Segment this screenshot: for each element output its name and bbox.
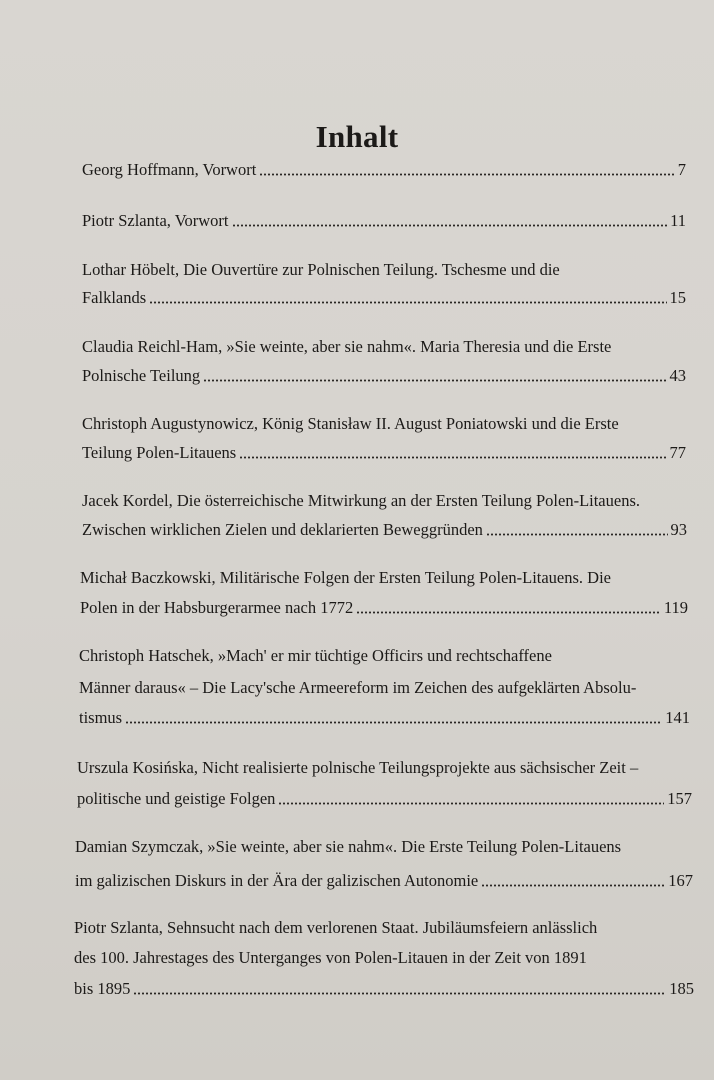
page-number: 157 bbox=[667, 789, 692, 808]
toc-entry-line bbox=[80, 568, 611, 588]
toc-entry-line bbox=[79, 646, 552, 666]
dot-leader bbox=[239, 456, 666, 459]
dot-leader bbox=[232, 224, 668, 227]
toc-entry-text: politische und geistige Folgen bbox=[77, 789, 276, 808]
toc-entry-text: Piotr Szlanta, Vorwort bbox=[82, 211, 229, 230]
toc-entry-line bbox=[82, 337, 611, 357]
toc-entry-line bbox=[77, 789, 692, 809]
toc-entry-text: Männer daraus« – Die Lacy'sche Armeereform im Zeichen des aufgeklärten Absolu- bbox=[79, 678, 637, 697]
toc-entry-text: Damian Szymczak, »Sie weinte, aber sie nahm«. Die Erste Teilung Polen-Litauens bbox=[75, 837, 622, 856]
toc-entry-line bbox=[82, 443, 686, 463]
toc-entry-text: Lothar Höbelt, Die Ouvertüre zur Polnischen Teilung. Tschesme und die bbox=[82, 260, 560, 279]
toc-entry-text: Teilung Polen-Litauens bbox=[82, 443, 237, 462]
toc-entry-line bbox=[77, 758, 638, 778]
toc-entry-line bbox=[82, 260, 560, 280]
page-title: Inhalt bbox=[315, 118, 399, 154]
toc-entry-text: Polen in der Habsburgerarmee nach 1772 bbox=[80, 598, 354, 617]
toc-entry-line bbox=[74, 979, 694, 999]
dot-leader bbox=[356, 611, 661, 614]
dot-leader bbox=[125, 721, 662, 724]
page-number: 77 bbox=[669, 443, 686, 462]
dot-leader bbox=[203, 379, 666, 382]
toc-entry-text: Jacek Kordel, Die österreichische Mitwirkung an der Ersten Teilung Polen-Litauens. bbox=[82, 491, 641, 510]
toc-entry-line bbox=[79, 708, 690, 728]
toc-entry-text: Christoph Augustynowicz, König Stanisław II. August Poniatowski und die Erste bbox=[82, 414, 619, 433]
toc-entry-line bbox=[74, 918, 597, 938]
toc-entry-line bbox=[82, 288, 686, 308]
toc-entry-line bbox=[79, 678, 636, 698]
toc-entry-line bbox=[82, 211, 686, 231]
toc-entry-line bbox=[75, 837, 621, 857]
toc-entry-line bbox=[82, 160, 686, 180]
toc-entry-line bbox=[82, 491, 640, 511]
toc-entry-text: Christoph Hatschek, »Mach' er mir tüchtige Officirs und rechtschaffene bbox=[79, 646, 552, 665]
toc-entry-text: bis 1895 bbox=[74, 979, 131, 998]
toc-entry-text: im galizischen Diskurs in der Ära der galizischen Autonomie bbox=[75, 871, 479, 890]
toc-entry-text: Georg Hoffmann, Vorwort bbox=[82, 160, 257, 179]
toc-entry-text: Claudia Reichl-Ham, »Sie weinte, aber sie nahm«. Maria Theresia und die Erste bbox=[82, 337, 612, 356]
toc-entry-text: des 100. Jahrestages des Unterganges von Polen-Litauen in der Zeit von 1891 bbox=[74, 948, 587, 967]
dot-leader bbox=[278, 802, 664, 805]
toc-entry-line bbox=[75, 871, 693, 891]
page-number: 93 bbox=[670, 520, 687, 539]
page-number: 15 bbox=[669, 288, 686, 307]
toc-entry-text: Urszula Kosińska, Nicht realisierte polnische Teilungsprojekte aus sächsischer Zeit – bbox=[77, 758, 639, 777]
page-number: 11 bbox=[670, 211, 686, 230]
toc-entry-text: Michał Baczkowski, Militärische Folgen der Ersten Teilung Polen-Litauens. Die bbox=[80, 568, 612, 587]
toc-entry-line bbox=[82, 520, 687, 540]
page-number: 43 bbox=[669, 366, 686, 385]
toc-entry-line bbox=[80, 598, 688, 618]
page-number: 185 bbox=[669, 979, 694, 998]
toc-entry-text: tismus bbox=[79, 708, 123, 727]
toc-entry-line bbox=[82, 366, 686, 386]
toc-entry-text: Zwischen wirklichen Zielen und deklarierten Beweggründen bbox=[82, 520, 483, 539]
toc-entry-text: Falklands bbox=[82, 288, 147, 307]
dot-leader bbox=[133, 992, 666, 995]
page-number: 141 bbox=[665, 708, 690, 727]
toc-entry-text: Polnische Teilung bbox=[82, 366, 201, 385]
dot-leader bbox=[259, 173, 674, 176]
toc-entry-line bbox=[82, 414, 619, 434]
toc-entry-line bbox=[74, 948, 587, 968]
dot-leader bbox=[481, 884, 665, 887]
page-number: 167 bbox=[668, 871, 693, 890]
page-number: 119 bbox=[663, 598, 688, 617]
dot-leader bbox=[486, 533, 668, 536]
toc-entry-text: Piotr Szlanta, Sehnsucht nach dem verlorenen Staat. Jubiläumsfeiern anlässlich bbox=[74, 918, 598, 937]
page-number: 7 bbox=[677, 160, 686, 179]
dot-leader bbox=[149, 301, 666, 304]
